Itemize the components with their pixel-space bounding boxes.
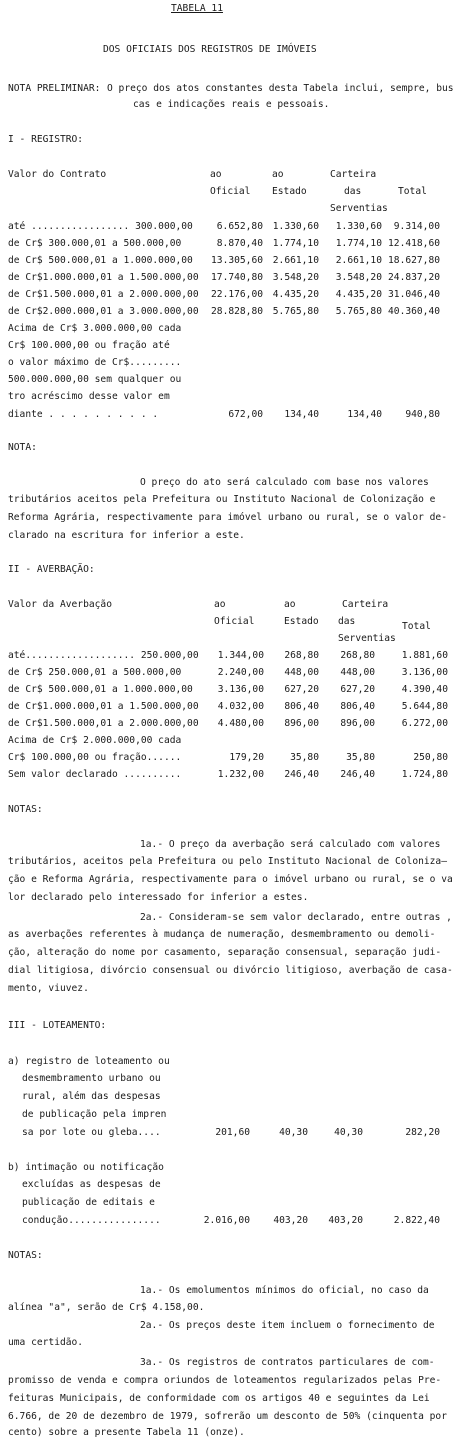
notas-text: 1a.- O preço da averbação será calculado com valores: [140, 839, 441, 850]
section-heading-registro: I - REGISTRO:: [8, 134, 84, 145]
col-header-oficial: Oficial: [210, 186, 251, 197]
cell-carteira: 403,20: [328, 1215, 363, 1226]
notas-text: dial litigiosa, divórcio consensual ou divórcio litigioso, averbação de casa-: [8, 965, 453, 976]
cell-total: 3.136,00: [401, 667, 448, 678]
nota-preliminar-text: O preço dos atos constantes desta Tabela inclui, sempre, bus: [107, 83, 454, 94]
cell-carteira: 448,00: [340, 667, 375, 678]
nota-preliminar-text: cas e indicações reais e pessoais.: [133, 99, 330, 110]
cell-estado: 806,40: [284, 701, 319, 712]
cell-total: 1.724,80: [401, 769, 448, 780]
notas-text: 2a.- Os preços deste item incluem o fornecimento de: [140, 1320, 435, 1331]
nota-text: Reforma Agrária, respectivamente para imóvel urbano ou rural, se o valor de-: [8, 512, 447, 523]
cell-total: 1.881,60: [401, 650, 448, 661]
cell-carteira: 4.435,20: [335, 289, 382, 300]
cell-total: 18.627,80: [388, 255, 440, 266]
notas-text: 6.766, de 20 de dezembro de 1979, sofrerão um desconto de 50% (cinquenta por: [8, 1411, 447, 1422]
row-label: o valor máximo de Cr$.........: [8, 357, 182, 368]
cell-oficial: 4.032,00: [217, 701, 264, 712]
cell-estado: 246,40: [284, 769, 319, 780]
col-header-estado: Estado: [272, 186, 307, 197]
cell-total: 9.314,00: [393, 221, 440, 232]
cell-total: 282,20: [405, 1127, 440, 1138]
cell-carteira: 1.774,10: [335, 238, 382, 249]
cell-estado: 403,20: [273, 1215, 308, 1226]
cell-carteira: 806,40: [340, 701, 375, 712]
item-label: sa por lote ou gleba....: [22, 1127, 161, 1138]
col-header-oficial: ao: [214, 599, 226, 610]
cell-total: 6.272,00: [401, 718, 448, 729]
cell-carteira: 1.330,60: [335, 221, 382, 232]
cell-oficial: 2.016,00: [203, 1215, 250, 1226]
section-heading-loteamento: III - LOTEAMENTO:: [8, 1020, 107, 1031]
row-label: de Cr$1.500.000,01 a 2.000.000,00: [8, 718, 199, 729]
notas-text: as averbações referentes à mudança de numeração, desmembramento ou demoli-: [8, 929, 436, 940]
cell-estado: 3.548,20: [272, 272, 319, 283]
cell-carteira: 2.661,10: [335, 255, 382, 266]
cell-total: 24.837,20: [388, 272, 440, 283]
notas-label: NOTAS:: [8, 804, 43, 815]
cell-estado: 1.774,10: [272, 238, 319, 249]
row-label: de Cr$ 300.000,01 a 500.000,00: [8, 238, 182, 249]
row-label: de Cr$1.000.000,01 a 1.500.000,00: [8, 701, 199, 712]
row-label: até................... 250.000,00: [8, 650, 199, 661]
cell-total: 250,80: [413, 752, 448, 763]
cell-oficial: 4.480,00: [217, 718, 264, 729]
cell-total: 31.046,40: [388, 289, 440, 300]
item-label: desmembramento urbano ou: [22, 1073, 161, 1084]
row-label: 500.000.000,00 sem qualquer ou: [8, 374, 182, 385]
notas-text: alínea "a", serão de Cr$ 4.158,00.: [8, 1302, 205, 1313]
cell-carteira: 5.765,80: [335, 306, 382, 317]
item-label: a) registro de loteamento ou: [8, 1056, 170, 1067]
notas-text: uma certidão.: [8, 1337, 84, 1348]
notas-text: ção, alteração do nome por casamento, separação consensual, separação judi-: [8, 947, 442, 958]
cell-estado: 134,40: [284, 409, 319, 420]
notas-text: mento, viuvez.: [8, 983, 89, 994]
cell-carteira: 3.548,20: [335, 272, 382, 283]
cell-carteira: 134,40: [347, 409, 382, 420]
cell-estado: 35,80: [290, 752, 319, 763]
cell-estado: 268,80: [284, 650, 319, 661]
row-label: de Cr$2.000.000,01 a 3.000.000,00: [8, 306, 199, 317]
cell-total: 12.418,60: [388, 238, 440, 249]
notas-text: 1a.- Os emolumentos mínimos do oficial, no caso da: [140, 1285, 429, 1296]
item-label: b) intimação ou notificação: [8, 1162, 164, 1173]
cell-total: 2.822,40: [393, 1215, 440, 1226]
cell-estado: 5.765,80: [272, 306, 319, 317]
row-label: de Cr$ 500.000,01 a 1.000.000,00: [8, 684, 193, 695]
item-label: excluídas as despesas de: [22, 1179, 161, 1190]
row-label: diante . . . . . . . . . .: [8, 409, 159, 420]
row-label: Cr$ 100.000,00 ou fração......: [8, 752, 182, 763]
cell-estado: 627,20: [284, 684, 319, 695]
cell-carteira: 268,80: [340, 650, 375, 661]
cell-oficial: 3.136,00: [217, 684, 264, 695]
cell-total: 4.390,40: [401, 684, 448, 695]
cell-oficial: 179,20: [229, 752, 264, 763]
col-header-total: Total: [398, 186, 427, 197]
nota-label: NOTA:: [8, 442, 37, 453]
cell-carteira: 246,40: [340, 769, 375, 780]
row-label: de Cr$ 500.000,01 a 1.000.000,00: [8, 255, 193, 266]
col-header-carteira: Serventias: [330, 203, 388, 214]
notas-text: ção e Reforma Agrária, respectivamente para o imóvel urbano ou rural, se o va: [8, 874, 453, 885]
cell-estado: 2.661,10: [272, 255, 319, 266]
cell-estado: 40,30: [279, 1127, 308, 1138]
cell-estado: 1.330,60: [272, 221, 319, 232]
row-label: tro acréscimo desse valor em: [8, 391, 170, 402]
row-label: Cr$ 100.000,00 ou fração até: [8, 340, 170, 351]
cell-oficial: 672,00: [228, 409, 263, 420]
row-label: de Cr$1.500.000,01 a 2.000.000,00: [8, 289, 199, 300]
item-label: publicação de editais e: [22, 1197, 155, 1208]
notas-text: lor declarado pelo interessado for inferior a estes.: [8, 892, 309, 903]
page-subtitle: DOS OFICIAIS DOS REGISTROS DE IMÓVEIS: [103, 44, 317, 55]
row-label: Acima de Cr$ 3.000.000,00 cada: [8, 323, 182, 334]
col-header-carteira: das: [338, 616, 356, 627]
cell-oficial: 28.828,80: [211, 306, 263, 317]
cell-oficial: 2.240,00: [217, 667, 264, 678]
section-heading-averbacao: II - AVERBAÇÃO:: [8, 564, 95, 575]
cell-carteira: 40,30: [334, 1127, 363, 1138]
cell-estado: 448,00: [284, 667, 319, 678]
col-header-carteira: Carteira: [330, 169, 377, 180]
cell-oficial: 13.305,60: [211, 255, 263, 266]
cell-estado: 4.435,20: [272, 289, 319, 300]
col-header-estado: Estado: [284, 616, 319, 627]
notas-text: cento) sobre a presente Tabela 11 (onze).: [8, 1427, 245, 1438]
col-header-valor: Valor da Averbação: [8, 599, 112, 610]
cell-oficial: 8.870,40: [216, 238, 263, 249]
col-header-carteira: Carteira: [342, 599, 389, 610]
notas-text: 2a.- Consideram-se sem valor declarado, entre outras ,: [140, 912, 452, 923]
col-header-estado: ao: [272, 169, 284, 180]
cell-oficial: 1.232,00: [217, 769, 264, 780]
notas-text: 3a.- Os registros de contratos particulares de com-: [140, 1357, 435, 1368]
notas-text: tributários, aceitos pela Prefeitura ou pelo Instituto Nacional de Coloniza—: [8, 856, 447, 867]
cell-oficial: 17.740,80: [211, 272, 263, 283]
cell-total: 940,80: [405, 409, 440, 420]
row-label: de Cr$1.000.000,01 a 1.500.000,00: [8, 272, 199, 283]
cell-oficial: 22.176,00: [211, 289, 263, 300]
cell-total: 40.360,40: [388, 306, 440, 317]
nota-preliminar-label: NOTA PRELIMINAR:: [8, 83, 101, 94]
col-header-valor: Valor do Contrato: [8, 169, 107, 180]
notas-label: NOTAS:: [8, 1250, 43, 1261]
row-label: até ................. 300.000,00: [8, 221, 193, 232]
col-header-carteira: Serventias: [338, 633, 396, 644]
notas-text: feituras Municipais, de conformidade com os artigos 40 e seguintes da Lei: [8, 1393, 430, 1404]
cell-oficial: 6.652,80: [216, 221, 263, 232]
row-label: Acima de Cr$ 2.000.000,00 cada: [8, 735, 182, 746]
col-header-oficial: ao: [210, 169, 222, 180]
cell-carteira: 896,00: [340, 718, 375, 729]
nota-text: clarado na escritura for inferior a este.: [8, 530, 245, 541]
cell-oficial: 201,60: [215, 1127, 250, 1138]
col-header-carteira: das: [344, 186, 362, 197]
cell-oficial: 1.344,00: [217, 650, 264, 661]
nota-text: O preço do ato será calculado com base nos valores: [140, 477, 429, 488]
row-label: Sem valor declarado ..........: [8, 769, 182, 780]
cell-carteira: 627,20: [340, 684, 375, 695]
page-title: TABELA 11: [171, 3, 223, 14]
item-label: condução................: [22, 1215, 161, 1226]
nota-text: tributários aceitos pela Prefeitura ou Instituto Nacional de Colonização e: [8, 494, 436, 505]
notas-text: promisso de venda e compra oriundos de loteamentos regularizados pelas Pre-: [8, 1375, 442, 1386]
col-header-estado: ao: [284, 599, 296, 610]
col-header-oficial: Oficial: [214, 616, 255, 627]
col-header-total: Total: [402, 621, 431, 632]
item-label: de publicação pela impren: [22, 1109, 167, 1120]
row-label: de Cr$ 250.000,01 a 500.000,00: [8, 667, 182, 678]
cell-total: 5.644,80: [401, 701, 448, 712]
cell-carteira: 35,80: [346, 752, 375, 763]
cell-estado: 896,00: [284, 718, 319, 729]
item-label: rural, além das despesas: [22, 1091, 161, 1102]
